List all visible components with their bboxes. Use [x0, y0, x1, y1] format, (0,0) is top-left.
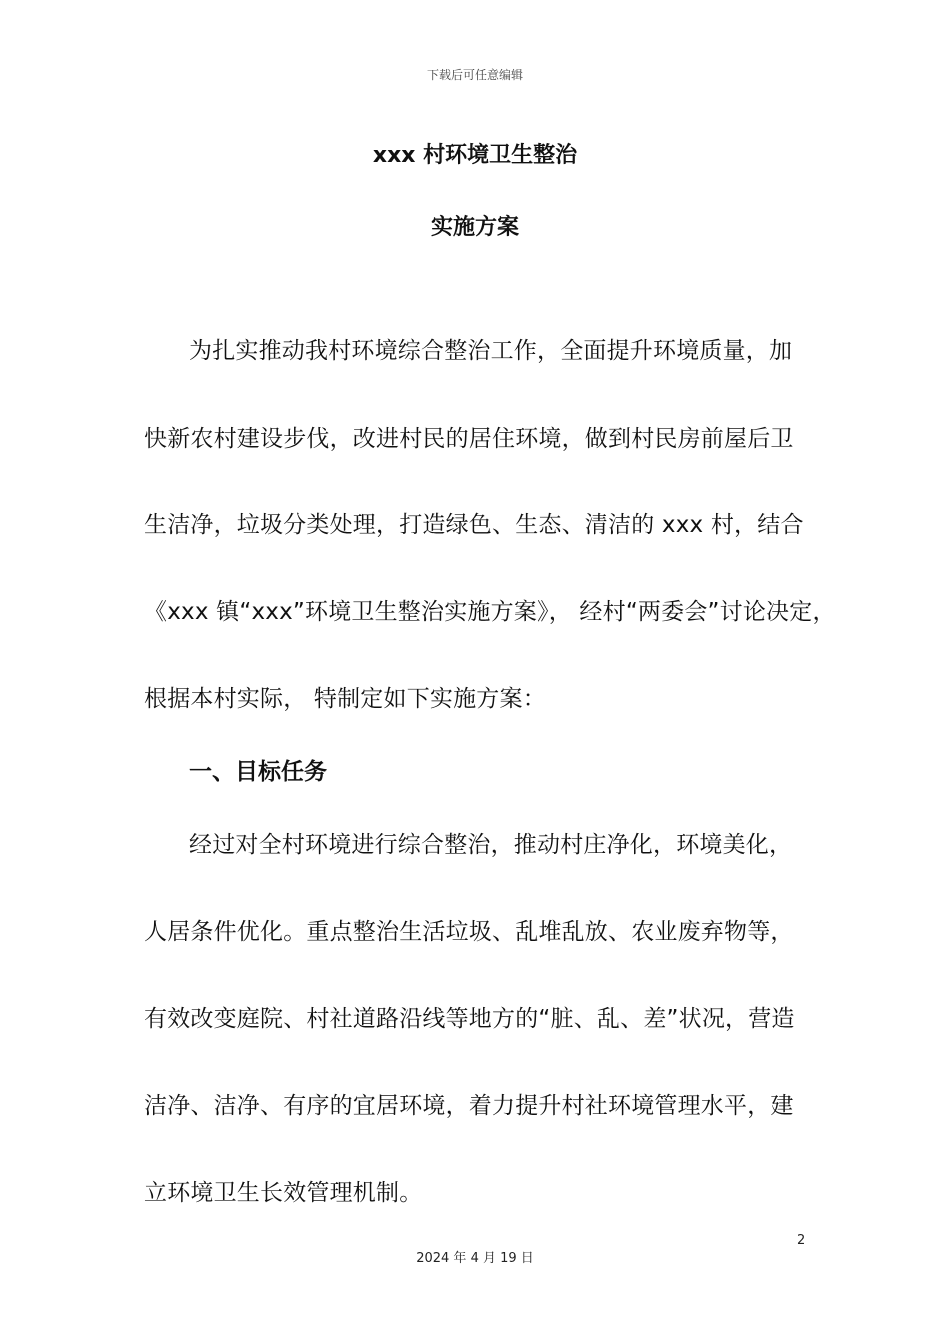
section-heading: 一、目标任务 — [189, 759, 327, 785]
paragraph-line: 为扎实推动我村环境综合整治工作，全面提升环境质量，加 — [189, 338, 793, 364]
document-title: xxx 村环境卫生整治 — [372, 143, 578, 168]
paragraph-line: 快新农村建设步伐，改进村民的居住环境，做到村民房前屋后卫 — [144, 426, 794, 452]
paragraph-line: 洁净、洁净、有序的宜居环境，着力提升村社环境管理水平，建 — [144, 1093, 794, 1119]
paragraph-line: 《xxx 镇“xxx”环境卫生整治实施方案》， 经村“两委会”讨论决定， — [144, 599, 836, 625]
paragraph-line: 人居条件优化。重点整治生活垃圾、乱堆乱放、农业废弃物等， — [144, 919, 794, 945]
paragraph-line: 立环境卫生长效管理机制。 — [144, 1180, 423, 1206]
header-note: 下载后可任意编辑 — [426, 68, 523, 82]
footer-date: 2024 年 4 月 19 日 — [416, 1251, 534, 1266]
paragraph-line: 根据本村实际， 特制定如下实施方案： — [144, 686, 546, 712]
page-number: 2 — [797, 1233, 806, 1248]
paragraph-line: 有效改变庭院、村社道路沿线等地方的“脏、乱、差”状况，营造 — [144, 1006, 795, 1032]
paragraph-line: 经过对全村环境进行综合整治，推动村庄净化，环境美化， — [189, 832, 793, 858]
document-subtitle: 实施方案 — [430, 215, 519, 240]
paragraph-line: 生洁净，垃圾分类处理，打造绿色、生态、清洁的 xxx 村，结合 — [144, 512, 804, 538]
